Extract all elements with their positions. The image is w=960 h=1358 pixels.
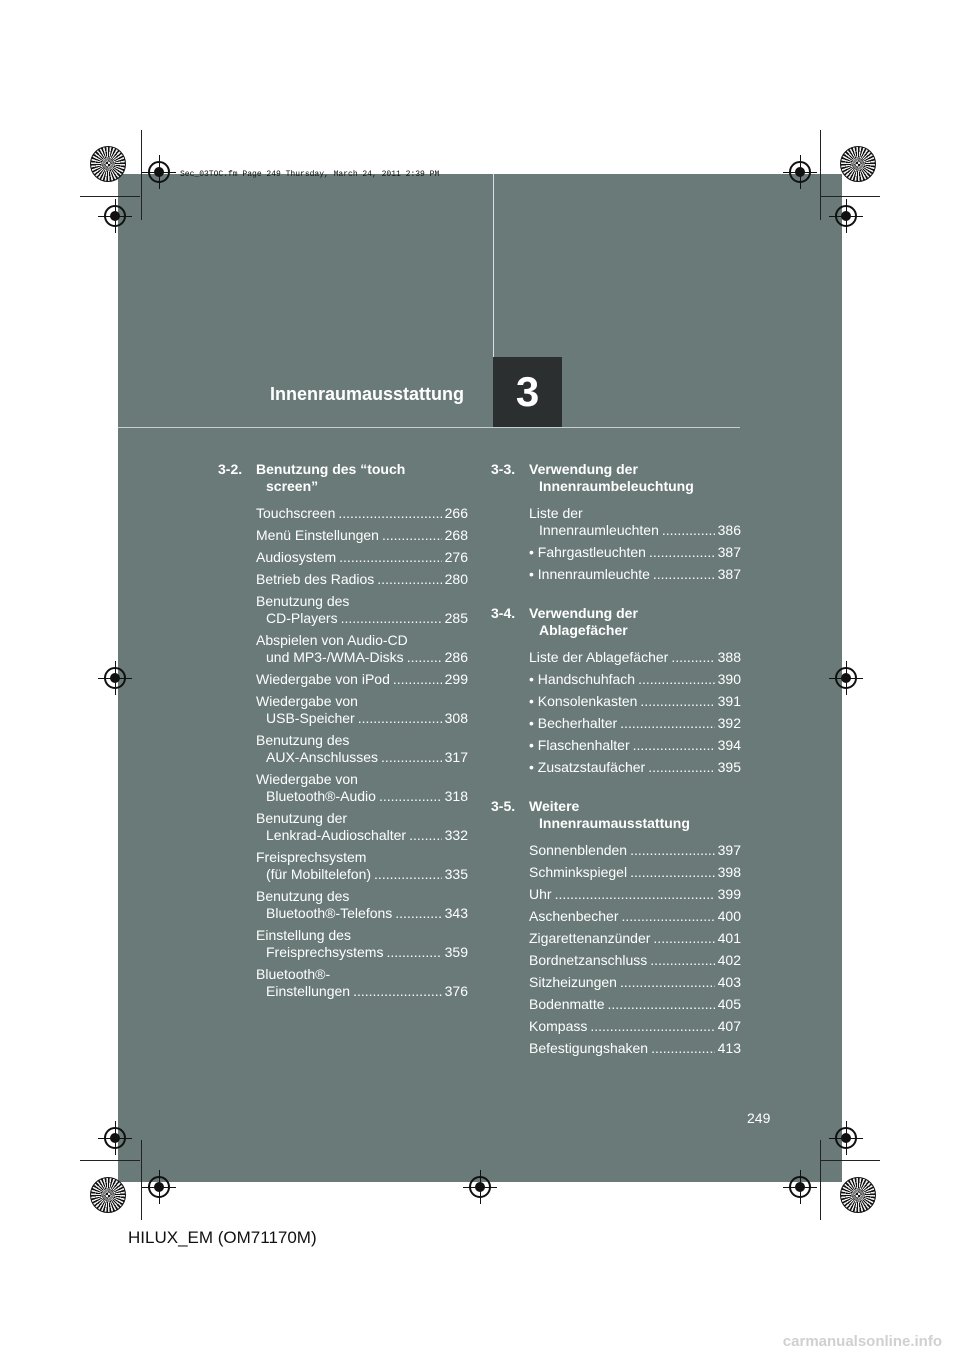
leader-dots xyxy=(651,1040,715,1057)
leader-dots xyxy=(662,522,715,539)
file-stamp: Sec_03TOC.fm Page 249 Thursday, March 24, 2011 2:39 PM xyxy=(180,170,440,179)
header-divider xyxy=(493,174,494,357)
section-number: 3-2. xyxy=(218,461,243,477)
entry-row xyxy=(529,974,741,991)
entry-first-line: Benutzung des xyxy=(256,732,350,748)
entry-text: Bluetooth®-Audio xyxy=(266,788,376,804)
toc-entry[interactable] xyxy=(529,649,741,666)
entry-page: 386 xyxy=(717,522,741,538)
entry-first-line: Bluetooth®- xyxy=(256,966,331,982)
toc-entry[interactable] xyxy=(256,732,468,766)
entry-text: Liste der Ablagefächer xyxy=(529,649,669,665)
entry-page: 268 xyxy=(444,527,468,543)
entry-page: 318 xyxy=(444,788,468,804)
entry-page: 391 xyxy=(717,693,741,709)
toc-entry[interactable] xyxy=(256,527,468,544)
section-heading xyxy=(218,461,468,495)
section-title-line: Benutzung des “touch xyxy=(256,461,406,477)
leader-dots xyxy=(341,610,442,627)
entry-row xyxy=(256,905,468,922)
color-rosette-icon xyxy=(840,1177,876,1213)
toc-entry[interactable] xyxy=(256,966,468,1000)
entry-page: 266 xyxy=(444,505,468,521)
entry-page: 401 xyxy=(717,930,741,946)
entry-page: 299 xyxy=(444,671,468,687)
toc-entry[interactable] xyxy=(256,927,468,961)
entry-first-line: Freisprechsystem xyxy=(256,849,367,865)
toc-left-column xyxy=(218,461,468,1022)
chapter-number: 3 xyxy=(493,357,562,427)
toc-right-column xyxy=(491,461,741,1079)
entry-row xyxy=(529,1018,741,1035)
entry-row xyxy=(529,952,741,969)
color-rosette-icon xyxy=(840,146,876,182)
entry-text: Kompass xyxy=(529,1018,588,1034)
chapter-title: Innenraumausstattung xyxy=(269,384,464,404)
entry-page: 280 xyxy=(444,571,468,587)
section-number: 3-3. xyxy=(491,461,516,477)
entry-row xyxy=(256,527,468,544)
entry-text: • Konsolenkasten xyxy=(529,693,638,709)
crop-line xyxy=(80,1160,140,1161)
toc-entry[interactable] xyxy=(529,544,741,561)
entry-page: 376 xyxy=(444,983,468,999)
registration-mark-icon xyxy=(835,1127,857,1149)
entry-page: 407 xyxy=(717,1018,741,1034)
leader-dots xyxy=(650,952,714,969)
section-title-line: Innenraumausstattung xyxy=(539,815,690,831)
entry-text: Zigarettenanzünder xyxy=(529,930,651,946)
registration-mark-icon xyxy=(835,667,857,689)
section-title xyxy=(529,461,741,495)
entry-row xyxy=(529,522,741,539)
section-number: 3-5. xyxy=(491,798,516,814)
entry-row xyxy=(256,571,468,588)
entry-row xyxy=(529,715,741,732)
entry-row xyxy=(529,759,741,776)
section-heading xyxy=(491,461,741,495)
entry-page: 392 xyxy=(717,715,741,731)
color-rosette-icon xyxy=(90,1177,126,1213)
toc-entry[interactable] xyxy=(529,737,741,754)
entry-row xyxy=(529,908,741,925)
toc-section xyxy=(491,461,741,583)
entry-text: • Fahrgastleuchten xyxy=(529,544,646,560)
entry-page: 394 xyxy=(717,737,741,753)
entry-text: Einstellungen xyxy=(266,983,351,999)
section-title-line: Ablagefächer xyxy=(539,622,628,638)
toc-entry[interactable] xyxy=(529,864,741,881)
entry-page: 413 xyxy=(717,1040,741,1056)
registration-mark-icon xyxy=(469,1176,491,1198)
entry-text: Menü Einstellungen xyxy=(256,527,379,543)
leader-dots xyxy=(630,842,715,859)
crop-line xyxy=(820,196,880,197)
toc-entry[interactable] xyxy=(256,549,468,566)
entry-page: 359 xyxy=(444,944,468,960)
leader-dots xyxy=(630,864,715,881)
entry-text: • Handschuhfach xyxy=(529,671,636,687)
entry-first-line: Benutzung des xyxy=(256,888,350,904)
entry-text: Lenkrad-Audioschalter xyxy=(266,827,407,843)
entry-page: 276 xyxy=(444,549,468,565)
registration-mark-icon xyxy=(789,1176,811,1198)
leader-dots xyxy=(620,715,714,732)
entry-text: Uhr xyxy=(529,886,552,902)
entry-page: 343 xyxy=(444,905,468,921)
entry-page: 332 xyxy=(444,827,468,843)
entry-page: 395 xyxy=(717,759,741,775)
entry-row xyxy=(529,864,741,881)
entry-row xyxy=(256,610,468,627)
toc-entry[interactable] xyxy=(256,632,468,666)
toc-entry[interactable] xyxy=(256,810,468,844)
leader-dots xyxy=(590,1018,714,1035)
entry-text: AUX-Anschlusses xyxy=(266,749,379,765)
entry-text: • Innenraumleuchte xyxy=(529,566,650,582)
entry-first-line: Wiedergabe von xyxy=(256,693,358,709)
toc-entry[interactable] xyxy=(256,505,468,522)
entry-page: 399 xyxy=(717,886,741,902)
entry-row xyxy=(256,788,468,805)
entry-text: Sitzheizungen xyxy=(529,974,617,990)
leader-dots xyxy=(638,671,715,688)
entry-text: CD-Players xyxy=(266,610,338,626)
leader-dots xyxy=(374,866,442,883)
section-title-line: Verwendung der xyxy=(529,605,638,621)
crop-line xyxy=(820,130,821,220)
entry-row xyxy=(256,710,468,727)
entry-text: • Becherhalter xyxy=(529,715,618,731)
entry-row xyxy=(529,737,741,754)
section-title xyxy=(529,605,741,639)
entry-text: Freisprechsystems xyxy=(266,944,384,960)
toc-entry[interactable] xyxy=(256,593,468,627)
crop-line xyxy=(141,130,142,220)
leader-dots xyxy=(648,759,714,776)
leader-dots xyxy=(555,886,715,903)
entry-row xyxy=(256,549,468,566)
section-heading xyxy=(491,798,741,832)
entry-page: 308 xyxy=(444,710,468,726)
entry-first-line: Benutzung des xyxy=(256,593,350,609)
entry-page: 286 xyxy=(444,649,468,665)
entry-page: 403 xyxy=(717,974,741,990)
entry-text: USB-Speicher xyxy=(266,710,355,726)
entry-page: 405 xyxy=(717,996,741,1012)
section-title-line: Innenraumbeleuchtung xyxy=(539,478,694,494)
entry-text: Audiosystem xyxy=(256,549,337,565)
page-number: 249 xyxy=(747,1110,771,1126)
entry-text: Bodenmatte xyxy=(529,996,605,1012)
section-title-line: screen” xyxy=(266,478,319,494)
entry-first-line: Benutzung der xyxy=(256,810,348,826)
toc-entry[interactable] xyxy=(529,671,741,688)
entry-row xyxy=(529,886,741,903)
toc-section xyxy=(491,798,741,1057)
crop-line xyxy=(80,196,140,197)
leader-dots xyxy=(620,974,715,991)
entry-text: Touchscreen xyxy=(256,505,336,521)
toc-section xyxy=(218,461,468,1000)
toc-entry[interactable] xyxy=(529,908,741,925)
toc-section xyxy=(491,605,741,776)
registration-mark-icon xyxy=(104,1127,126,1149)
entry-page: 397 xyxy=(717,842,741,858)
toc-entry[interactable] xyxy=(529,1018,741,1035)
leader-dots xyxy=(381,749,442,766)
toc-entry[interactable] xyxy=(256,693,468,727)
entry-page: 398 xyxy=(717,864,741,880)
entry-page: 335 xyxy=(444,866,468,882)
entry-first-line: Liste der xyxy=(529,505,583,521)
section-number: 3-4. xyxy=(491,605,516,621)
toc-entry[interactable] xyxy=(256,849,468,883)
leader-dots xyxy=(671,649,714,666)
leader-dots xyxy=(358,710,442,727)
entry-row xyxy=(529,1040,741,1057)
registration-mark-icon xyxy=(148,1176,170,1198)
toc-entry[interactable] xyxy=(529,886,741,903)
entry-text: Betrieb des Radios xyxy=(256,571,375,587)
leader-dots xyxy=(622,908,715,925)
registration-mark-icon xyxy=(148,161,170,183)
section-title-line: Verwendung der xyxy=(529,461,638,477)
toc-entry[interactable] xyxy=(529,1040,741,1057)
toc-entry[interactable] xyxy=(529,952,741,969)
entry-text: Sonnenblenden xyxy=(529,842,628,858)
entry-row xyxy=(529,566,741,583)
section-title xyxy=(256,461,468,495)
footer-code: HILUX_EM (OM71170M) xyxy=(128,1228,317,1247)
toc-entry[interactable] xyxy=(529,996,741,1013)
entry-row xyxy=(256,505,468,522)
leader-dots xyxy=(386,944,441,961)
entry-first-line: Abspielen von Audio-CD xyxy=(256,632,408,648)
entry-row xyxy=(529,693,741,710)
toc-entry[interactable] xyxy=(256,571,468,588)
registration-mark-icon xyxy=(104,667,126,689)
entry-text: Schminkspiegel xyxy=(529,864,628,880)
leader-dots xyxy=(608,996,715,1013)
entry-text: Befestigungshaken xyxy=(529,1040,649,1056)
toc-entry[interactable] xyxy=(529,715,741,732)
entry-row xyxy=(256,671,468,688)
leader-dots xyxy=(379,788,442,805)
entry-row xyxy=(529,544,741,561)
toc-entry[interactable] xyxy=(529,930,741,947)
toc-entry[interactable] xyxy=(529,974,741,991)
entry-row xyxy=(529,842,741,859)
entry-row xyxy=(529,671,741,688)
entry-page: 285 xyxy=(444,610,468,626)
entry-text: • Zusatzstaufächer xyxy=(529,759,646,775)
entry-row xyxy=(256,649,468,666)
leader-dots xyxy=(377,571,441,588)
crop-line xyxy=(141,1140,142,1220)
section-heading xyxy=(491,605,741,639)
entry-text: Wiedergabe von iPod xyxy=(256,671,390,687)
entry-page: 390 xyxy=(717,671,741,687)
entry-text: (für Mobiltelefon) xyxy=(266,866,372,882)
entry-row xyxy=(529,996,741,1013)
entry-row xyxy=(529,649,741,666)
registration-mark-icon xyxy=(835,205,857,227)
crop-line xyxy=(820,1140,821,1220)
entry-row xyxy=(256,749,468,766)
entry-row xyxy=(256,944,468,961)
registration-mark-icon xyxy=(104,205,126,227)
leader-dots xyxy=(409,827,442,844)
section-title-line: Weitere xyxy=(529,798,580,814)
entry-text: Aschenbecher xyxy=(529,908,619,924)
entry-row xyxy=(256,866,468,883)
entry-row xyxy=(529,930,741,947)
toc-entry[interactable] xyxy=(256,671,468,688)
entry-page: 387 xyxy=(717,544,741,560)
entry-first-line: Einstellung des xyxy=(256,927,351,943)
entry-page: 400 xyxy=(717,908,741,924)
entry-text: Innenraumleuchten xyxy=(539,522,659,538)
toc-entry[interactable] xyxy=(529,566,741,583)
entry-first-line: Wiedergabe von xyxy=(256,771,358,787)
leader-dots xyxy=(382,527,442,544)
toc-entry[interactable] xyxy=(529,693,741,710)
crop-line xyxy=(820,1160,880,1161)
toc-entry[interactable] xyxy=(256,771,468,805)
leader-dots xyxy=(640,693,714,710)
leader-dots xyxy=(653,566,715,583)
entry-text: und MP3-/WMA-Disks xyxy=(266,649,404,665)
entry-page: 402 xyxy=(717,952,741,968)
toc-entry[interactable] xyxy=(529,759,741,776)
header-rule xyxy=(118,427,740,428)
entry-row xyxy=(256,983,468,1000)
leader-dots xyxy=(407,649,442,666)
registration-mark-icon xyxy=(789,161,811,183)
entry-page: 387 xyxy=(717,566,741,582)
leader-dots xyxy=(649,544,715,561)
watermark: carmanualsonline.info xyxy=(782,1333,942,1350)
leader-dots xyxy=(339,549,441,566)
leader-dots xyxy=(353,983,442,1000)
section-title xyxy=(529,798,741,832)
toc-entry[interactable] xyxy=(529,505,741,539)
entry-text: Bordnetzanschluss xyxy=(529,952,648,968)
leader-dots xyxy=(393,671,442,688)
leader-dots xyxy=(633,737,715,754)
entry-text: • Flaschenhalter xyxy=(529,737,630,753)
leader-dots xyxy=(653,930,714,947)
entry-page: 317 xyxy=(444,749,468,765)
entry-row xyxy=(256,827,468,844)
color-rosette-icon xyxy=(90,146,126,182)
toc-entry[interactable] xyxy=(529,842,741,859)
toc-entry[interactable] xyxy=(256,888,468,922)
leader-dots xyxy=(395,905,441,922)
entry-text: Bluetooth®-Telefons xyxy=(266,905,393,921)
entry-page: 388 xyxy=(717,649,741,665)
leader-dots xyxy=(338,505,441,522)
